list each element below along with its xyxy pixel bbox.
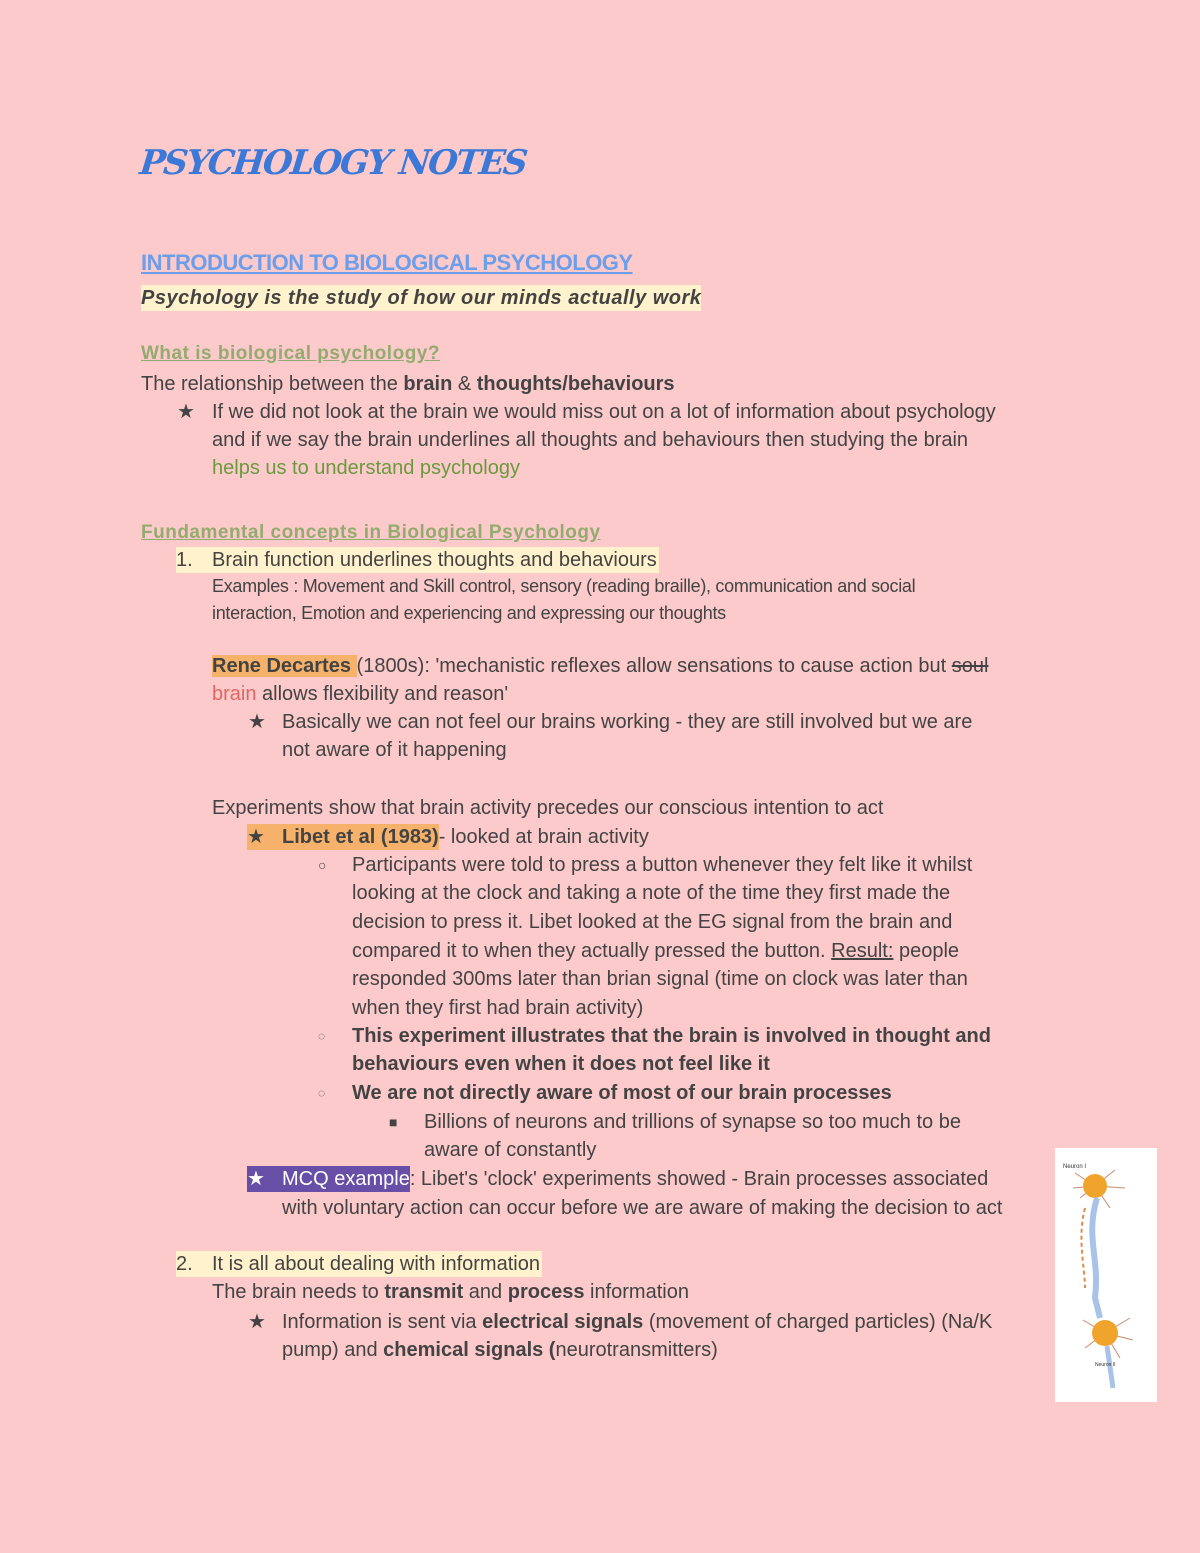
list-item-2 [176,1251,542,1277]
bullet-text: responded 300ms later than brian signal (time on clock was later than [352,968,968,990]
text: & [452,373,477,395]
bullet-text: Basically we can not feel our brains working - they are still involved but we are [282,711,973,733]
star-bullet-icon: ★ [247,1168,265,1190]
text: compared it to when they actually pressed the button. [352,940,832,962]
bullet-text: with voluntary action can occur before we are aware of making the decision to act [282,1197,1003,1219]
text: information [584,1281,689,1303]
neuron-diagram-image [1055,1148,1157,1402]
bullet-text-bold: This experiment illustrates that the brain is involved in thought and [352,1025,991,1047]
bullet-text: when they first had brain activity) [352,997,644,1019]
circle-bullet-icon: ○ [318,857,327,873]
neuron-illustration [1055,1148,1157,1402]
bullet-text: If we did not look at the brain we would miss out on a lot of information about psychology [212,401,996,423]
text: neurotransmitters) [555,1339,718,1361]
text: pump) and [282,1339,384,1361]
text: allows flexibility and reason' [256,683,509,705]
text-bold: brain [403,373,453,395]
square-bullet-icon: ■ [389,1114,398,1130]
text-bold: chemical signals ( [383,1339,556,1361]
bullet-text: Participants were told to press a button whenever they felt like it whilst [352,854,973,876]
star-bullet-icon: ★ [177,401,195,423]
text-bold: electrical signals [482,1311,644,1333]
bullet-text [282,1337,718,1363]
bullet-text-green: helps us to understand psychology [212,457,520,479]
star-bullet-icon: ★ [248,1311,266,1333]
bullet-text [352,938,959,964]
descartes-line-2 [212,681,508,707]
list-number: 1. [176,549,193,571]
bullet-text-bold: We are not directly aware of most of our brain processes [352,1082,892,1104]
text-bold: process [507,1281,585,1303]
bullet-text-bold: behaviours even when it does not feel like it [352,1053,770,1075]
figure-label: Neuron II [1095,1362,1116,1368]
subheading-what-is: What is biological psychology? [141,343,440,364]
text: It is all about dealing with information [212,1253,540,1275]
examples-text: Examples : Movement and Skill control, sensory (reading braille), communication and social [212,576,916,596]
mcq-line [247,1166,988,1192]
text: (1800s): 'mechanistic reflexes allow sensations to cause action but [356,655,952,677]
mcq-highlight [247,1166,410,1192]
text: Information is sent via [282,1311,483,1333]
bullet-text [282,1309,992,1335]
document-title: PSYCHOLOGY NOTES [137,143,528,183]
text: (movement of charged particles) (Na/K [643,1311,993,1333]
dotted-circle-bullet-icon: ◌ [318,1029,326,1043]
star-bullet-icon: ★ [247,826,265,848]
text-bold: Libet et al (1983) [282,826,439,848]
bullet-text: Billions of neurons and trillions of synapse so too much to be [424,1111,961,1133]
tagline: Psychology is the study of how our minds actually work [141,287,702,309]
list-item-1 [176,547,659,573]
highlight-name [247,824,439,850]
definition-line [141,371,675,397]
text: and [463,1281,508,1303]
text: : Libet's 'clock' experiments showed - Brain processes associated [409,1168,989,1190]
figure-label: Neuron I [1063,1164,1087,1170]
text: The brain needs to [212,1281,385,1303]
dotted-circle-bullet-icon: ◌ [318,1086,326,1100]
examples-text: interaction, Emotion and experiencing and expressing our thoughts [212,603,726,623]
bullet-text: and if we say the brain underlines all thoughts and behaviours then studying the brain [212,429,969,451]
text-underlined: Result: [831,940,894,962]
bullet-text: aware of constantly [424,1139,597,1161]
bullet-text: looking at the clock and taking a note of the time they first made the [352,882,951,904]
text: - looked at brain activity [438,826,649,848]
highlight-name: Rene Decartes [212,655,357,677]
bullet-text: not aware of it happening [282,739,507,761]
bullet-text: decision to press it. Libet looked at the EG signal from the brain and [352,911,953,933]
libet-line [247,824,649,850]
text: The relationship between the [141,373,404,395]
experiments-text: Experiments show that brain activity precedes our conscious intention to act [212,797,884,819]
star-bullet-icon: ★ [248,711,266,733]
list-number: 2. [176,1253,193,1275]
subheading-fundamentals: Fundamental concepts in Biological Psychology [141,522,601,543]
strikethrough-text: soul [951,655,989,677]
text-red: brain [212,683,257,705]
descartes-line [212,653,988,679]
text: people [893,940,960,962]
text-bold: thoughts/behaviours [476,373,675,395]
brain-needs-line [212,1279,689,1305]
text: MCQ example [282,1168,410,1190]
section-heading: INTRODUCTION TO BIOLOGICAL PSYCHOLOGY [141,250,633,275]
text: Brain function underlines thoughts and behaviours [212,549,657,571]
text-bold: transmit [384,1281,464,1303]
